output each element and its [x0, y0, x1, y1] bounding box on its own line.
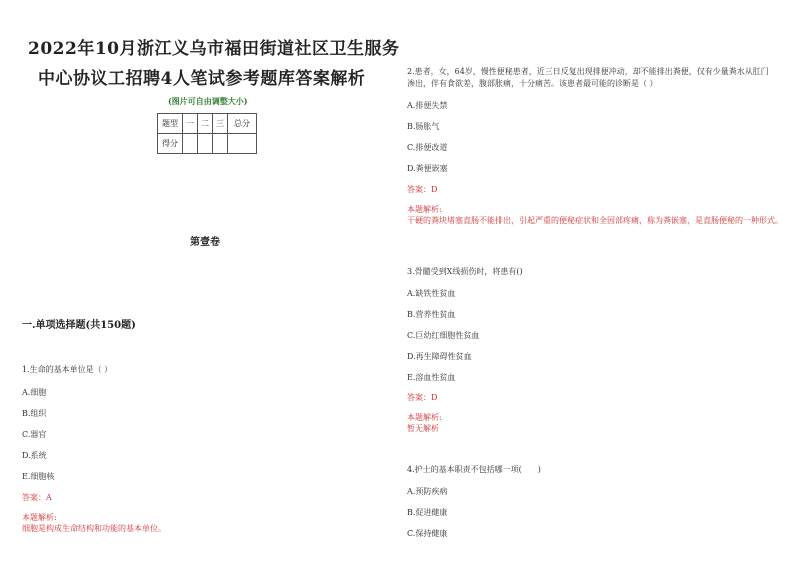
question-stem: 3.骨髓受到X线损伤时，将患有()	[407, 267, 523, 276]
score-header-2: 二	[198, 114, 213, 134]
score-cell	[213, 134, 228, 154]
score-row-label: 得分	[158, 134, 183, 154]
option: B.组织	[22, 409, 47, 418]
option: E.溶血性贫血	[407, 373, 456, 382]
explanation: 干硬的粪块堵塞直肠不能排出，引起严重的便秘症状和全因部疼痛，称为粪嵌塞，是直肠便秘的一种形式。	[407, 216, 783, 225]
score-header-total: 总分	[228, 114, 257, 134]
option: A.预防疾病	[407, 487, 448, 496]
score-header-type: 题型	[158, 114, 183, 134]
explanation-label: 本题解析:	[22, 513, 57, 522]
option: A.缺铁性贫血	[407, 289, 456, 298]
question-stem: 2.患者，女，64岁，慢性便秘患者，近三日反复出现排便冲动，却不能排出粪便，仅有少量粪水从肛门渗出，伴有食欲差，腹部胀痛，十分痛苦。该患者最可能的诊断是（ ）	[407, 67, 769, 88]
option: C.器官	[22, 430, 47, 439]
option: A.排便失禁	[407, 101, 448, 110]
explanation-label: 本题解析:	[407, 413, 442, 422]
option: B.肠胀气	[407, 122, 440, 131]
answer: 答案：D	[407, 185, 438, 194]
question-stem: 1.生命的基本单位是（ ）	[22, 365, 113, 374]
option: B.促进健康	[407, 508, 448, 517]
option: D.系统	[22, 451, 47, 460]
score-header-1: 一	[183, 114, 198, 134]
question-stem: 4.护士的基本职责不包括哪一项( )	[407, 465, 541, 474]
section-heading: 一.单项选择题(共150题)	[22, 320, 136, 331]
option: B.营养性贫血	[407, 310, 456, 319]
option: E.细胞核	[22, 472, 55, 481]
option: C.巨幼红细胞性贫血	[407, 331, 480, 340]
score-cell	[183, 134, 198, 154]
score-cell	[198, 134, 213, 154]
volume-heading: 第壹卷	[190, 237, 220, 248]
option: D.粪便嵌塞	[407, 164, 448, 173]
score-cell	[228, 134, 257, 154]
document-title-line1: 2022年10月浙江义乌市福田街道社区卫生服务	[28, 39, 400, 59]
image-resize-note: (图片可自由调整大小)	[168, 96, 248, 106]
score-table	[157, 113, 257, 154]
explanation-label: 本题解析:	[407, 205, 442, 214]
explanation: 细胞是构成生命结构和功能的基本单位。	[22, 524, 166, 533]
option: C.保持健康	[407, 529, 448, 538]
explanation: 暂无解析	[407, 424, 439, 433]
option: D.再生障碍性贫血	[407, 352, 472, 361]
document-title-line2: 中心协议工招聘4人笔试参考题库答案解析	[38, 69, 366, 89]
option: A.细胞	[22, 388, 47, 397]
answer: 答案：D	[407, 393, 438, 402]
score-header-3: 三	[213, 114, 228, 134]
option: C.排便改道	[407, 143, 448, 152]
answer: 答案：A	[22, 493, 52, 502]
